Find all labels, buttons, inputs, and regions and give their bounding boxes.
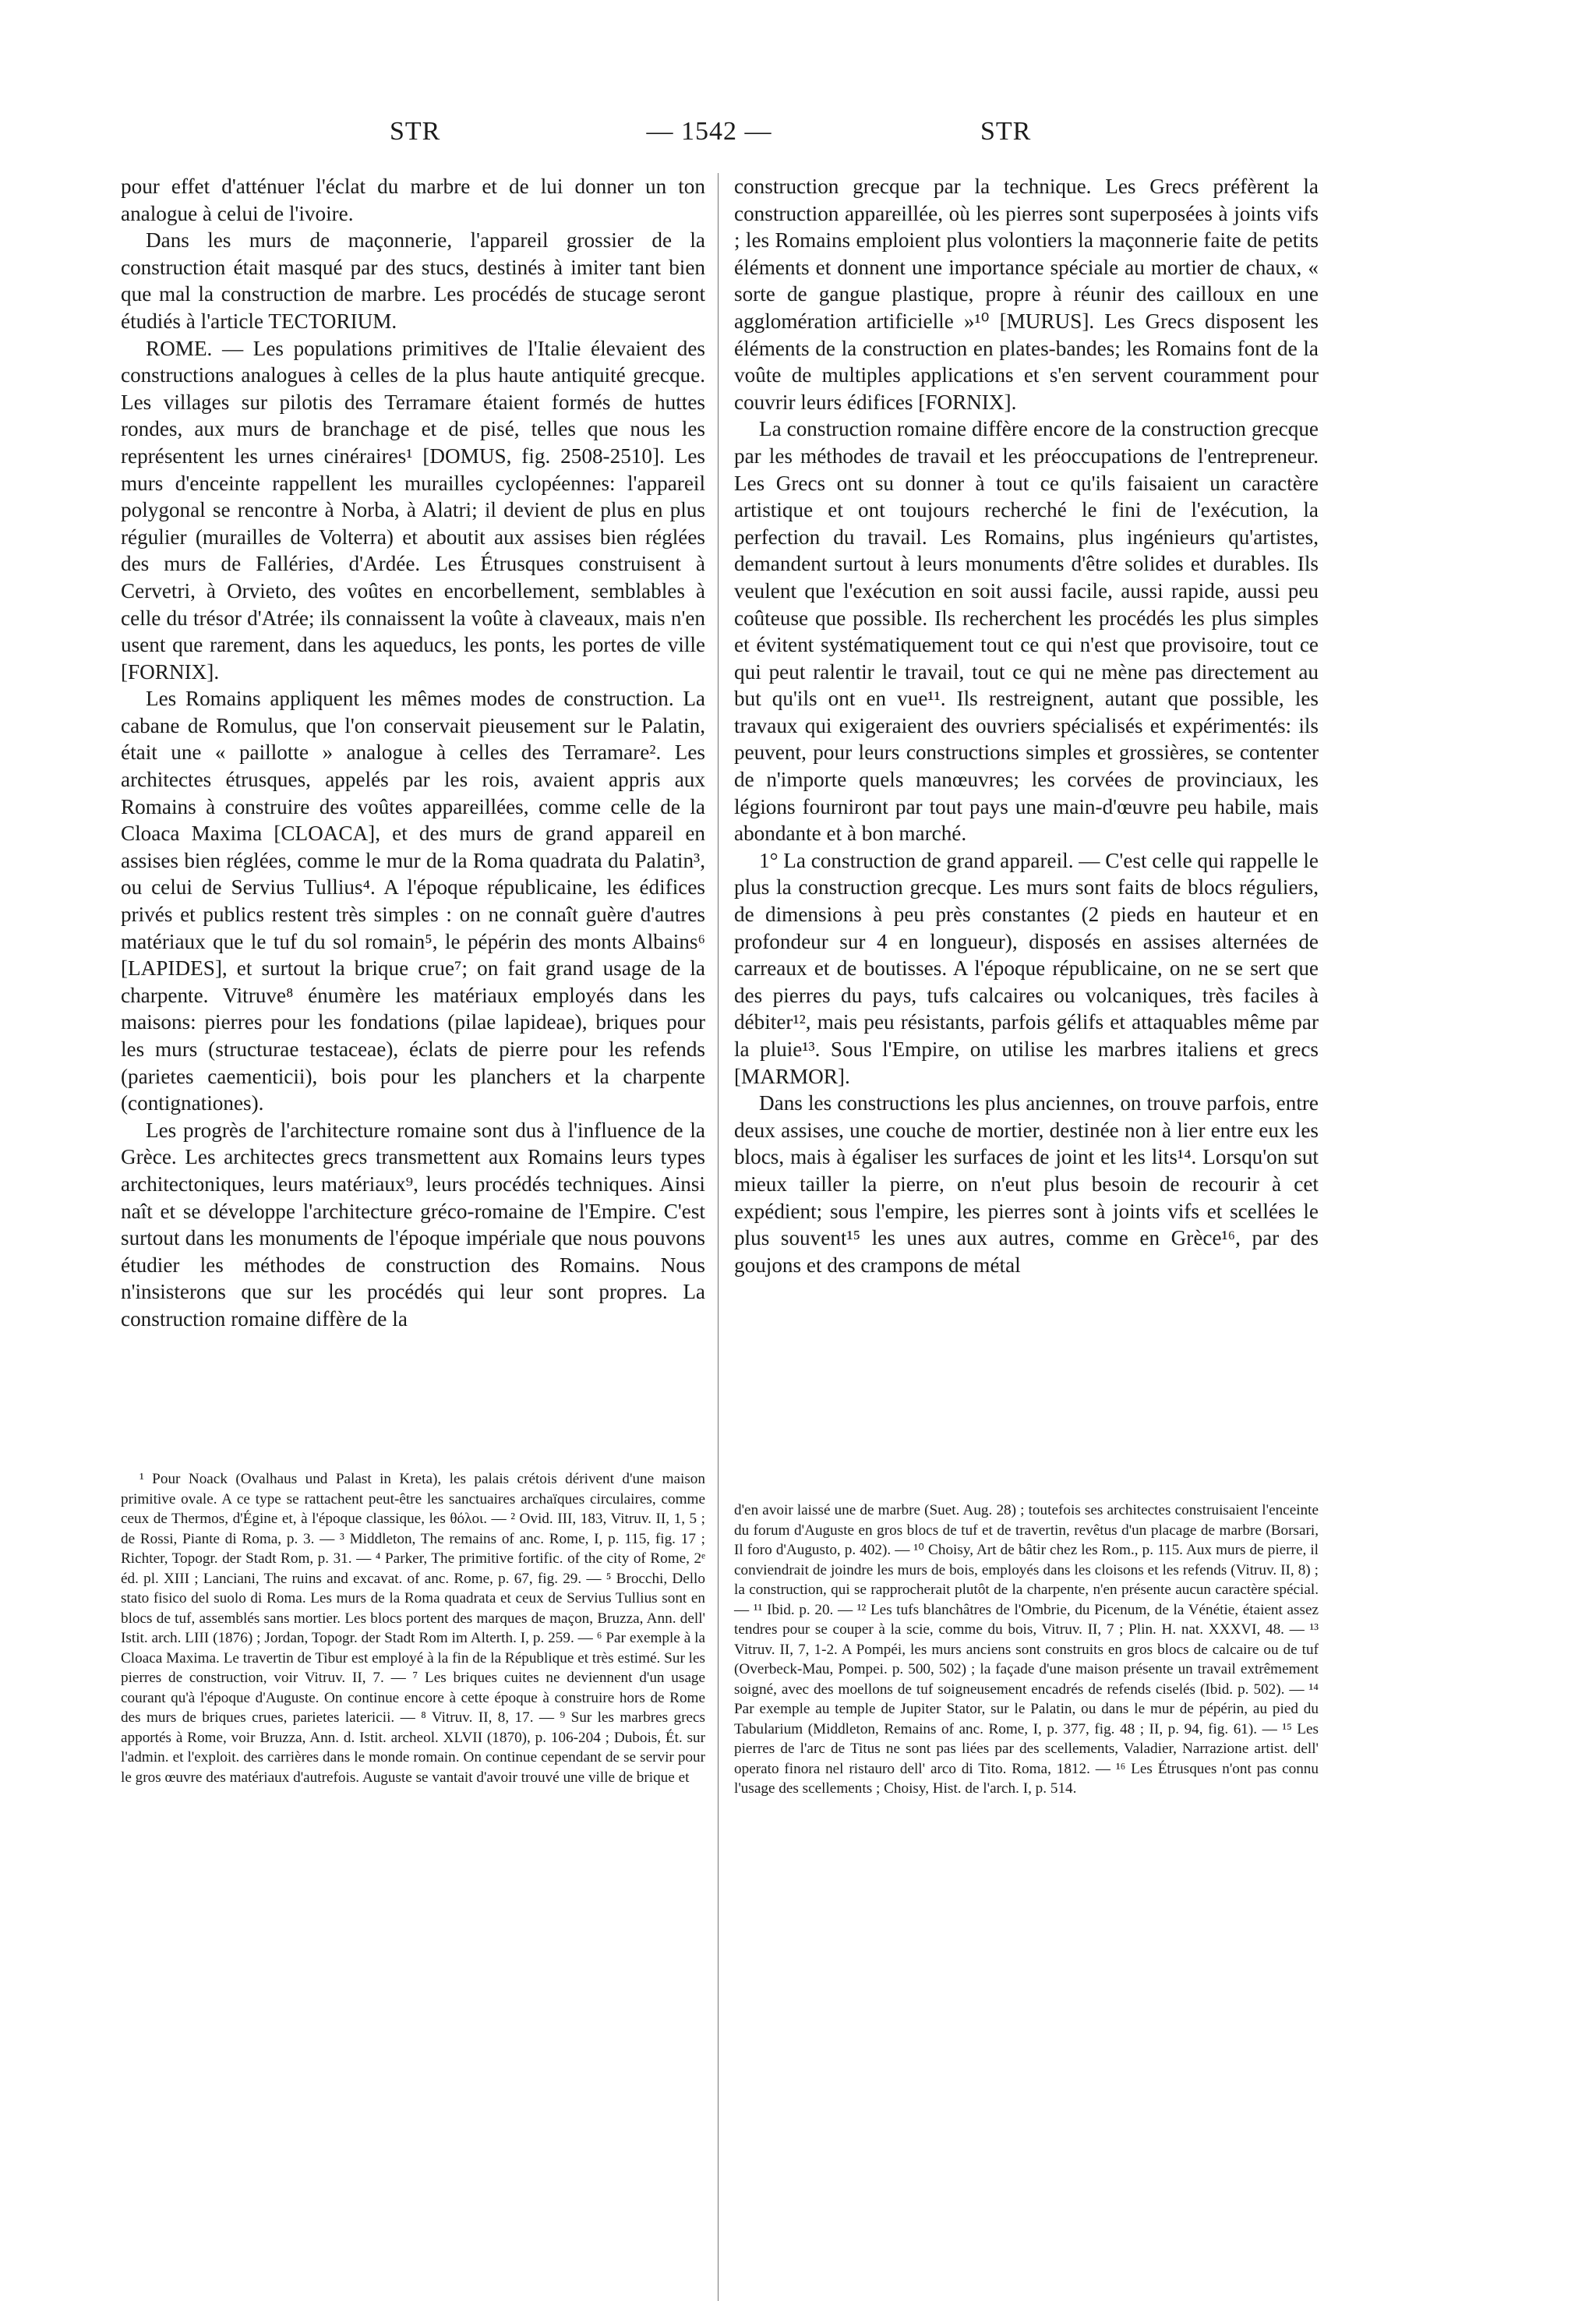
paragraph: pour effet d'atténuer l'éclat du marbre et de lui donner un ton analogue à celui de l'ivoire. xyxy=(121,175,705,225)
paragraph: Les Romains appliquent les mêmes modes de construction. La cabane de Romulus, que l'on conservait pieusement sur le Palatin, était une « paillotte » analogue à celles des Terramare². Les architectes étrusques, appelés par les rois, avaient appris aux Romains à construire des voûtes appareillées, comme celle de la Cloaca Maxima [CLOACA], et des murs de grand appareil en assises bien réglées, comme le mur de la Roma quadrata du Palatin³, ou celui de Servius Tullius⁴. A l'époque républicaine, les édifices privés et publics restent très simples : on ne connaît guère d'autres matériaux que le tuf du sol romain⁵, le pépérin des monts Albains⁶ [LAPIDES], et surtout la brique crue⁷; on fait grand usage de la charpente. Vitruve⁸ énumère les matériaux employés dans les maisons: pierres pour les fondations (pilae lapideae), briques pour les murs (structurae testaceae), éclats de pierre pour les refends (parietes caementicii), bois pour les planchers et la charpente (contignationes). xyxy=(121,687,705,1115)
page-number: — 1542 — xyxy=(646,117,772,146)
running-head-left: STR xyxy=(390,117,441,146)
paragraph: 1° La construction de grand appareil. — C'est celle qui rappelle le plus la construction grecque. Les murs sont faits de blocs réguliers, de dimensions à peu près constantes (2 pieds en hauteur et en profondeur sur 4 en longueur), disposés en assises alternées de carreaux et de boutisses. A l'époque républicaine, on ne se sert que des pierres du pays, tufs calcaires ou volcaniques, très faciles à débiter¹², mais peu résistants, parfois gélifs et attaquables même par la pluie¹³. Sous l'Empire, on utilise les marbres italiens et grecs [MARMOR]. xyxy=(734,848,1319,1088)
paragraph: Dans les constructions les plus anciennes, on trouve parfois, entre deux assises, une couche de mortier, destinée non à lier entre eux les blocs, mais à égaliser les surfaces de joint et les lits¹⁴. Lorsqu'on sut mieux tailler la pierre, on n'eut plus besoin de recourir à cet expédient; sous l'empire, les pierres sont à joints vifs et scellées le plus souvent¹⁵ les unes aux autres, comme en Grèce¹⁶, par des goujons et des crampons de métal xyxy=(734,1091,1319,1277)
paragraph: La construction romaine diffère encore de la construction grecque par les méthodes de travail et les préoccupations de l'entrepreneur. Les Grecs ont su donner à tout ce qu'ils faisaient un caractère artistique et ont toujours recherché le fini de l'exécution, la perfection du travail. Les Romains, plus ingénieurs qu'artistes, demandent surtout à leurs monuments d'être solides et durables. Ils veulent que l'exécution en soit aussi facile, aussi rapide, aussi peu coûteuse que possible. Ils recherchent les procédés les plus simples et évitent systématiquement tout ce qui n'est que provisoire, tout ce qui peut ralentir le travail, tout ce qui ne mène pas directement au but qu'ils ont en vue¹¹. Ils restreignent, autant que possible, les travaux qui exigeraient des ouvriers spécialisés et expérimentés: ils peuvent, pour leurs constructions simples et grossières, se contenter de n'importe quels manœuvres; les corvées de provinciaux, les légions fourniront par tout pays une main-d'œuvre peu habile, mais abondante et à bon marché. xyxy=(734,417,1319,846)
paragraph: Les progrès de l'architecture romaine sont dus à l'influence de la Grèce. Les architectes grecs transmettent aux Romains leurs types architectoniques, leurs matériaux⁹, leurs procédés techniques. Ainsi naît et se développe l'architecture gréco-romaine de l'Empire. C'est surtout dans les monuments de l'époque impériale que nous pouvons étudier les méthodes de construction des Romains. Nous n'insisterons que sur les procédés qui leur sont propres. La construction romaine diffère de la xyxy=(121,1118,705,1331)
footnotes-left xyxy=(121,1469,705,1787)
right-column xyxy=(734,173,1319,1278)
paragraph: ROME. — Les populations primitives de l'Italie élevaient des constructions analogues à celles de la plus haute antiquité grecque. Les villages sur pilotis des Terramare étaient formés de huttes rondes, aux murs de branchage et de pisé, telles que nous les représentent les urnes cinéraires¹ [DOMUS, fig. 2508-2510]. Les murs d'enceinte rappellent les murailles cyclopéennes: l'appareil polygonal se rencontre à Norba, à Alatri; il devient de plus en plus régulier (murailles de Volterra) et aboutit aux assises bien réglées des murs de Falléries, d'Ardée. Les Étrusques construisent à Cervetri, à Orvieto, des voûtes en encorbellement, semblables à celle du trésor d'Atrée; ils connaissent la voûte à claveaux, mais n'en usent que rarement, dans les aqueducs, les ponts, les portes de ville [FORNIX]. xyxy=(121,336,705,684)
footnote: ¹ Pour Noack (Ovalhaus und Palast in Kreta), les palais crétois dérivent d'une maison primitive ovale. A ce type se rattachent peut-être les sanctuaires archaïques circulaires, comme ceux de Thermos, d'Égine et, à l'époque classique, les θόλοι. — ² Ovid. III, 183, Vitruv. II, 1, 5 ; de Rossi, Piante di Roma, p. 3. — ³ Middleton, The remains of anc. Rome, I, p. 115, fig. 17 ; Richter, Topogr. der Stadt Rom, p. 31. — ⁴ Parker, The primitive fortific. of the city of Rome, 2ᵉ éd. pl. XIII ; Lanciani, The ruins and excavat. of anc. Rome, p. 67, fig. 29. — ⁵ Brocchi, Dello stato fisico del suolo di Roma. Les murs de la Roma quadrata et ceux de Servius Tullius sont en blocs de tuf, assemblés sans mortier. Les blocs portent des marques de maçon, Bruzza, Ann. dell' Istit. arch. LIII (1876) ; Jordan, Topogr. der Stadt Rom im Alterth. I, p. 259. — ⁶ Par exemple à la Cloaca Maxima. Le travertin de Tibur est employé à la fin de la République et très estimé. Sur les pierres de construction, voir Vitruv. II, 7. — ⁷ Les briques cuites ne deviennent d'un usage courant qu'à l'époque d'Auguste. On continue encore à cette époque à construire hors de Rome des murs de briques crues, parietes latericii. — ⁸ Vitruv. II, 8, 17. — ⁹ Sur les marbres grecs apportés à Rome, voir Bruzza, Ann. d. Istit. archeol. XLVII (1870), p. 106-204 ; Dubois, Ét. sur l'admin. et l'exploit. des carrières dans le monde romain. On continue cependant de se servir pour le gros œuvre des matériaux d'autrefois. Auguste se vantait d'avoir trouvé une ville de brique et xyxy=(121,1471,705,1786)
column-divider xyxy=(718,173,719,2301)
footnotes-right xyxy=(734,1500,1319,1799)
footnote: d'en avoir laissé une de marbre (Suet. Aug. 28) ; toutefois ses architectes construisaient l'enceinte du forum d'Auguste en gros blocs de tuf et de travertin, revêtus d'un placage de marbre (Borsari, Il foro d'Augusto, p. 402). — ¹⁰ Choisy, Art de bâtir chez les Rom., p. 115. Aux murs de pierre, il conviendrait de joindre les murs de bois, employés dans les cloisons et les refends (Vitruv. II, 8) ; la construction, qui se rapprocherait plutôt de la charpente, n'en présente aucun caractère spécial. — ¹¹ Ibid. p. 20. — ¹² Les tufs blanchâtres de l'Ombrie, du Picenum, de la Vénétie, étaient assez tendres pour se couper à la scie, comme du bois, Vitruv. II, 7 ; Plin. H. nat. XXXVI, 48. — ¹³ Vitruv. II, 7, 1-2. A Pompéi, les murs anciens sont construits en gros blocs de calcaire ou de tuf (Overbeck-Mau, Pompei. p. 500, 502) ; la façade d'une maison présente un travail extrêmement soigné, avec des moellons de tuf soigneusement encadrés de refends ciselés (Ibid. p. 502). — ¹⁴ Par exemple au temple de Jupiter Stator, sur le Palatin, ou dans le mur de pépérin, au pied du Tabularium (Middleton, Remains of anc. Rome, I, p. 377, fig. 48 ; II, p. 94, fig. 61). — ¹⁵ Les pierres de l'arc de Titus ne sont pas liées par des scellements, Valadier, Narrazione artist. dell' operato finora nel ristauro dell' arco di Tito. Roma, 1812. — ¹⁶ Les Étrusques n'ont pas connu l'usage des scellements ; Choisy, Hist. de l'arch. I, p. 514. xyxy=(734,1502,1319,1797)
paragraph: construction grecque par la technique. Les Grecs préfèrent la construction appareillée, où les pierres sont superposées à joints vifs ; les Romains emploient plus volontiers la maçonnerie faite de petits éléments et donnent une importance spéciale au mortier de chaux, « sorte de gangue plastique, propre à réunir des cailloux en une agglomération artificielle »¹⁰ [MURUS]. Les Grecs disposent les éléments de la construction en plates-bandes; les Romains font de la voûte de multiples applications et s'en servent couramment pour couvrir leurs édifices [FORNIX]. xyxy=(734,175,1319,414)
left-column xyxy=(121,173,705,1333)
running-head-right: STR xyxy=(980,117,1032,146)
paragraph: Dans les murs de maçonnerie, l'appareil grossier de la construction était masqué par des stucs, destinés à imiter tant bien que mal la construction de marbre. Les procédés de stucage seront étudiés à l'article TECTORIUM. xyxy=(121,228,705,333)
